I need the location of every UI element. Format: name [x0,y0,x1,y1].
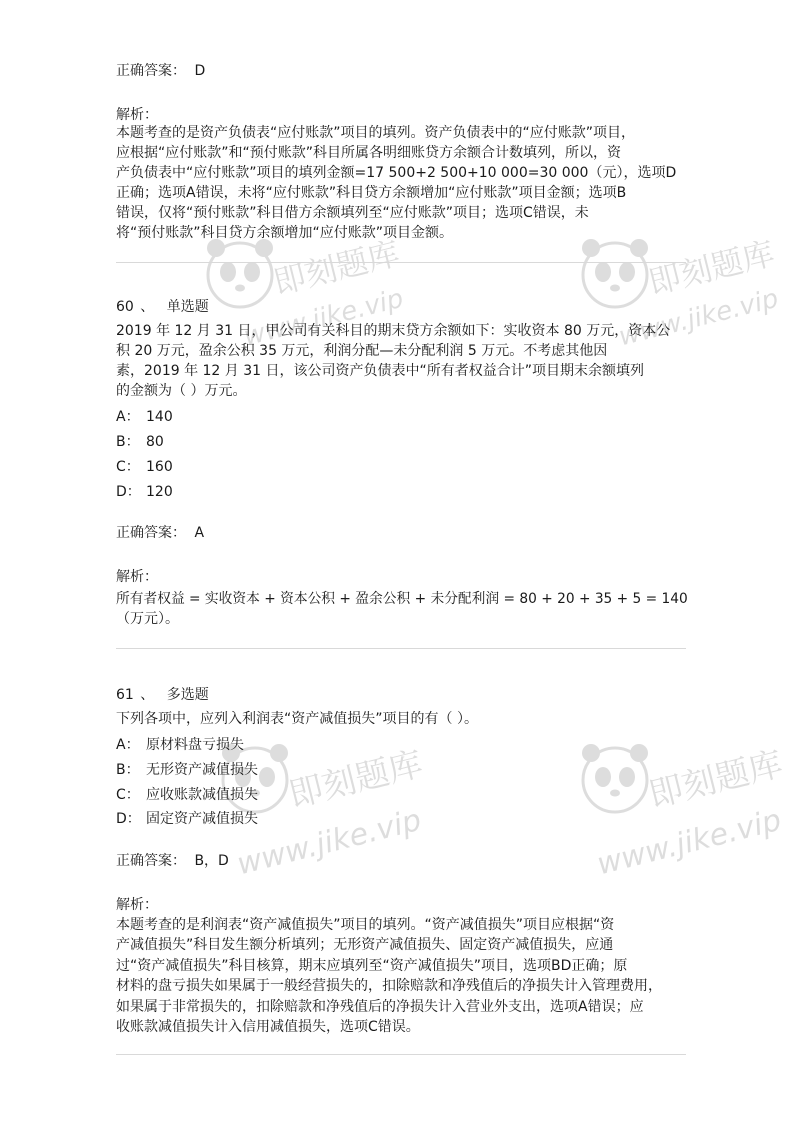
q60-answer [116,522,204,544]
q59-analysis-line: 产负债表中“应付账款”项目的填列金额=17 500+2 500+10 000=30 000（元），选项D [116,165,677,181]
answer-value: B，D [194,853,229,869]
option-key: A： [116,737,140,753]
question-number: 60 [116,299,134,315]
answer-value: D [194,63,206,79]
panda-icon [575,230,655,320]
option-key: C： [116,787,140,803]
q60-header [116,296,209,318]
q60-analysis-line: （万元）。 [116,611,179,627]
q61-analysis-label: 解析： [116,897,158,913]
panda-icon [575,735,655,825]
q61-analysis-line: 产减值损失”科目发生额分析填列；无形资产减值损失、固定资产减值损失，应通 [116,937,614,953]
option-key: C： [116,459,140,475]
q61-analysis-line: 如果属于非常损失的，扣除赔款和净残值后的净损失计入营业外支出，选项A错误；应 [116,999,644,1015]
question-type: 单选题 [166,299,209,315]
question-separator: 、 [140,687,155,703]
option-text: 应收账款减值损失 [146,787,258,803]
option-key: B： [116,434,140,450]
option-text: 固定资产减值损失 [146,811,258,827]
watermark-url: www.jike.vip [240,283,407,353]
section-divider [116,648,686,649]
q59-analysis-line: 正确；选项A错误，未将“应付账款”科目贷方余额增加“应付账款”项目金额；选项B [116,185,627,201]
q60-option-a [116,406,173,428]
option-text: 80 [146,434,164,450]
watermark-url: www.jike.vip [615,283,782,353]
watermark-brand: 即刻题库 [269,234,404,302]
q59-analysis-line: 将“预付账款”科目贷方余额增加“应付账款”项目金额。 [116,225,454,241]
q59-analysis-label: 解析： [116,107,158,123]
answer-label: 正确答案： [116,853,186,869]
watermark-url: www.jike.vip [593,802,785,883]
option-text: 140 [146,409,173,425]
q59-answer [116,60,205,82]
q59-analysis-line: 本题考查的是资产负债表“应付账款”项目的填列。资产负债表中的“应付账款”项目， [116,125,636,141]
option-text: 原材料盘亏损失 [146,737,244,753]
watermark-bottom-right [565,730,800,883]
watermark-brand: 即刻题库 [644,234,779,302]
q59-analysis-line: 应根据“应付账款”和“预付账款”科目所属各明细账贷方余额合计数填列，所以，资 [116,145,622,161]
watermark-brand: 即刻题库 [285,744,427,816]
option-key: D： [116,811,141,827]
question-number: 61 [116,687,134,703]
answer-label: 正确答案： [116,525,186,541]
q61-option-b [116,759,258,781]
question-separator: 、 [140,299,155,315]
q60-option-d [116,481,173,503]
q60-stem-line: 素，2019 年 12 月 31 日，该公司资产负债表中“所有者权益合计”项目期末余额填列 [116,363,645,379]
q61-analysis-line: 本题考查的是利润表“资产减值损失”项目的填列。“资产减值损失”项目应根据“资 [116,917,615,933]
q60-option-b [116,431,164,453]
option-text: 无形资产减值损失 [146,762,258,778]
q59-analysis-line: 错误，仅将“预付账款”科目借方余额填列至“应付账款”项目；选项C错误，未 [116,205,589,221]
option-key: B： [116,762,140,778]
q60-analysis-line: 所有者权益 = 实收资本 + 资本公积 + 盈余公积 + 未分配利润 = 80 + 20 + 35 + 5 = 140 [116,591,688,607]
q61-option-d [116,808,258,830]
q61-analysis-line: 材料的盘亏损失如果属于一般经营损失的，扣除赔款和净残值后的净损失计入管理费用， [116,978,662,994]
q61-analysis-line: 过“资产减值损失”科目核算，期末应填列至“资产减值损失”项目，选项BD正确；原 [116,958,628,974]
q61-answer [116,850,229,872]
q61-option-a [116,734,244,756]
watermark-brand: 即刻题库 [645,744,787,816]
q60-option-c [116,456,173,478]
option-text: 120 [146,484,173,500]
option-key: A： [116,409,140,425]
q60-stem-line: 的金额为（ ）万元。 [116,383,247,399]
answer-value: A [194,525,205,541]
q61-stem-line: 下列各项中，应列入利润表“资产减值损失”项目的有（ ）。 [116,711,478,727]
q60-analysis-label: 解析： [116,569,158,585]
q60-stem-line: 2019 年 12 月 31 日，甲公司有关科目的期末贷方余额如下：实收资本 80 万元，资本公 [116,323,671,339]
q60-stem-line: 积 20 万元，盈余公积 35 万元，利润分配—未分配利润 5 万元。不考虑其他因 [116,343,608,359]
q61-option-c [116,784,258,806]
section-divider [116,262,686,263]
option-text: 160 [146,459,173,475]
q61-analysis-line: 收账款减值损失计入信用减值损失，选项C错误。 [116,1019,420,1035]
question-type: 多选题 [166,687,209,703]
watermark-url: www.jike.vip [233,802,425,883]
q61-header [116,684,209,706]
section-divider [116,1054,686,1055]
answer-label: 正确答案： [116,63,186,79]
option-key: D： [116,484,141,500]
